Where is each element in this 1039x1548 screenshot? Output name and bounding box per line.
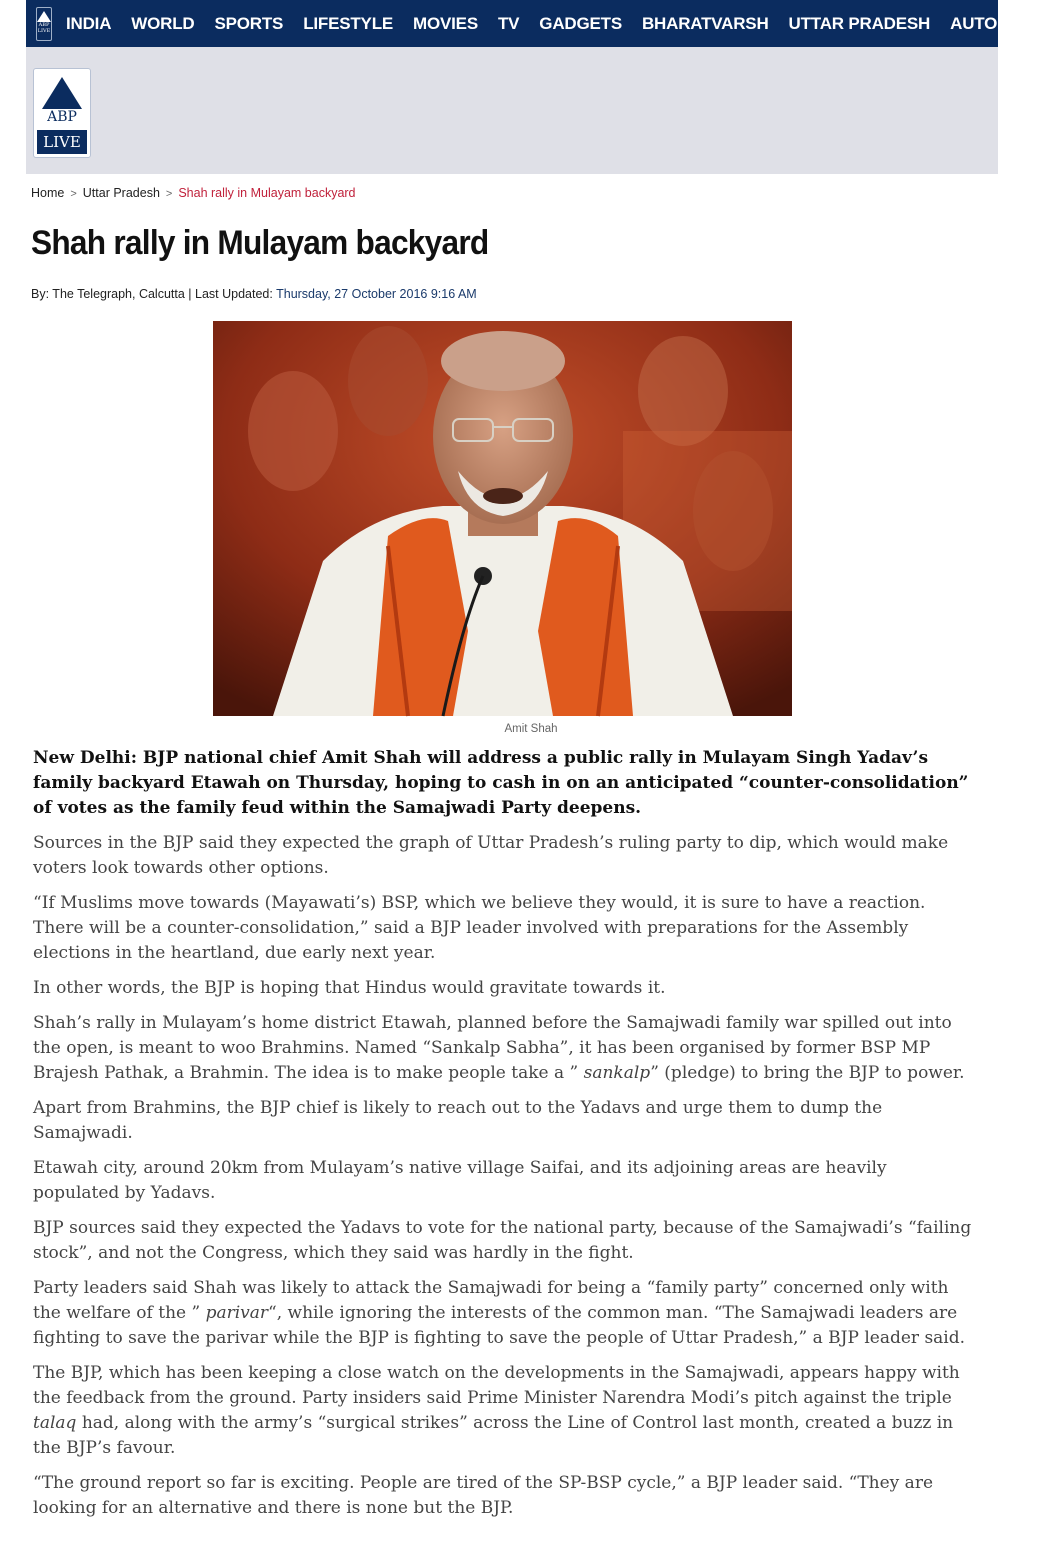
- nav-item-movies[interactable]: MOVIES: [413, 13, 478, 33]
- article-paragraph: [33, 1011, 978, 1086]
- article-paragraph: “The ground report so far is exciting. People are tired of the SP-BSP cycle,” a BJP leader said. “They are looking for an alternative and there is none but the BJP.: [33, 1473, 934, 1518]
- more-menu-icon[interactable]: •••: [1017, 10, 1039, 30]
- nav-logo-live: LIVE: [37, 27, 51, 34]
- article-paragraph: [33, 1361, 978, 1461]
- breadcrumb: [31, 186, 356, 200]
- article-paragraph: “If Muslims move towards (Mayawati’s) BSP, which we believe they would, it is sure to have a reaction. There will be a counter-consolidation,” said a BJP leader involved with preparations for the Assembly elections in the heartland, due early next year.: [33, 893, 926, 963]
- article-lead: New Delhi: BJP national chief Amit Shah will address a public rally in Mulayam Singh Yadav’s family backyard Etawah on Thursday, hoping to cash in on an anticipated “counter-consolidation” of votes as the family feud within the Samajwadi Party deepens.: [33, 748, 969, 818]
- article-paragraph: In other words, the BJP is hoping that Hindus would gravitate towards it.: [33, 978, 666, 998]
- article-paragraph: Apart from Brahmins, the BJP chief is likely to reach out to the Yadavs and urge them to dump the Samajwadi.: [33, 1098, 883, 1143]
- article-body: [33, 746, 978, 1531]
- nav-item-sports[interactable]: SPORTS: [214, 13, 284, 33]
- article-photo: [213, 321, 792, 716]
- nav-item-bharatvarsh[interactable]: BHARATVARSH: [641, 13, 769, 33]
- paragraph-emphasis: talaq: [33, 1413, 77, 1433]
- nav-item-auto[interactable]: AUTO: [950, 13, 998, 33]
- byline-updated-label: Last Updated:: [195, 287, 273, 301]
- article-paragraph: Etawah city, around 20km from Mulayam’s native village Saifai, and its adjoining areas are heavily populated by Yadavs.: [33, 1158, 887, 1203]
- nav-logo-abp: ABP: [38, 21, 50, 28]
- abp-live-logo[interactable]: [33, 68, 91, 158]
- paragraph-text: had, along with the army’s “surgical strikes” across the Line of Control last month, created a buzz in the BJP’s favour.: [33, 1413, 954, 1458]
- nav-item-uttar-pradesh[interactable]: UTTAR PRADESH: [788, 13, 931, 33]
- article-byline: [31, 287, 477, 301]
- paragraph-text: The BJP, which has been keeping a close watch on the developments in the Samajwadi, appears happy with the feedback from the ground. Party insiders said Prime Minister Narendra Modi’s pitch against the triple: [33, 1363, 960, 1408]
- paragraph-text: ” (pledge) to bring the BJP to power.: [650, 1063, 965, 1083]
- paragraph-text: Party leaders said Shah was likely to attack the Samajwadi for being a “family party” concerned only with the welfare of the ”: [33, 1278, 949, 1323]
- logo-triangle-icon: [42, 77, 82, 109]
- article-paragraph: Sources in the BJP said they expected the graph of Uttar Pradesh’s ruling party to dip, which would make voters look towards other options.: [33, 833, 949, 878]
- paragraph-text: Shah’s rally in Mulayam’s home district Etawah, planned before the Samajwadi family war spilled out into the open, is meant to woo Brahmins. Named “Sankalp Sabha”, it has been organised by former BSP MP Brajesh Pathak, a Brahmin. The idea is to make people take a ”: [33, 1013, 952, 1083]
- breadcrumb-home[interactable]: Home: [31, 186, 65, 200]
- nav-item-lifestyle[interactable]: LIFESTYLE: [303, 13, 394, 33]
- paragraph-emphasis: parivar: [205, 1303, 269, 1323]
- amit-shah-photo: [213, 321, 792, 716]
- logo-live-text: LIVE: [37, 130, 87, 154]
- top-navbar: [26, 0, 1039, 47]
- header-banner: [26, 47, 998, 174]
- breadcrumb-uttar-pradesh[interactable]: Uttar Pradesh: [82, 186, 160, 200]
- breadcrumb-separator: >: [165, 188, 173, 200]
- logo-abp-text: ABP: [47, 109, 77, 125]
- breadcrumb-separator: >: [70, 188, 77, 200]
- article-paragraph: BJP sources said they expected the Yadavs to vote for the national party, because of the Samajwadi’s “failing stock”, and not the Congress, which they said was hardly in the fight.: [33, 1218, 972, 1263]
- logo-triangle-icon: [37, 11, 51, 22]
- nav-abp-logo[interactable]: [36, 7, 52, 41]
- image-caption: Amit Shah: [504, 723, 558, 735]
- byline-updated-date: Thursday, 27 October 2016 9:16 AM: [276, 287, 477, 301]
- nav-item-world[interactable]: WORLD: [131, 13, 195, 33]
- nav-item-tv[interactable]: TV: [497, 13, 520, 33]
- nav-item-india[interactable]: INDIA: [66, 13, 112, 33]
- byline-author: By: The Telegraph, Calcutta: [31, 287, 185, 301]
- article-paragraph: [33, 1276, 978, 1351]
- paragraph-text: “, while ignoring the interests of the common man. “The Samajwadi leaders are fighting to save the parivar while the BJP is fighting to save the people of Uttar Pradesh,” a BJP leader said.: [33, 1303, 966, 1348]
- byline-divider: |: [188, 287, 192, 301]
- article-title: Shah rally in Mulayam backyard: [31, 224, 489, 262]
- breadcrumb-current: Shah rally in Mulayam backyard: [178, 186, 356, 200]
- nav-item-gadgets[interactable]: GADGETS: [539, 13, 622, 33]
- paragraph-emphasis: sankalp: [583, 1063, 651, 1083]
